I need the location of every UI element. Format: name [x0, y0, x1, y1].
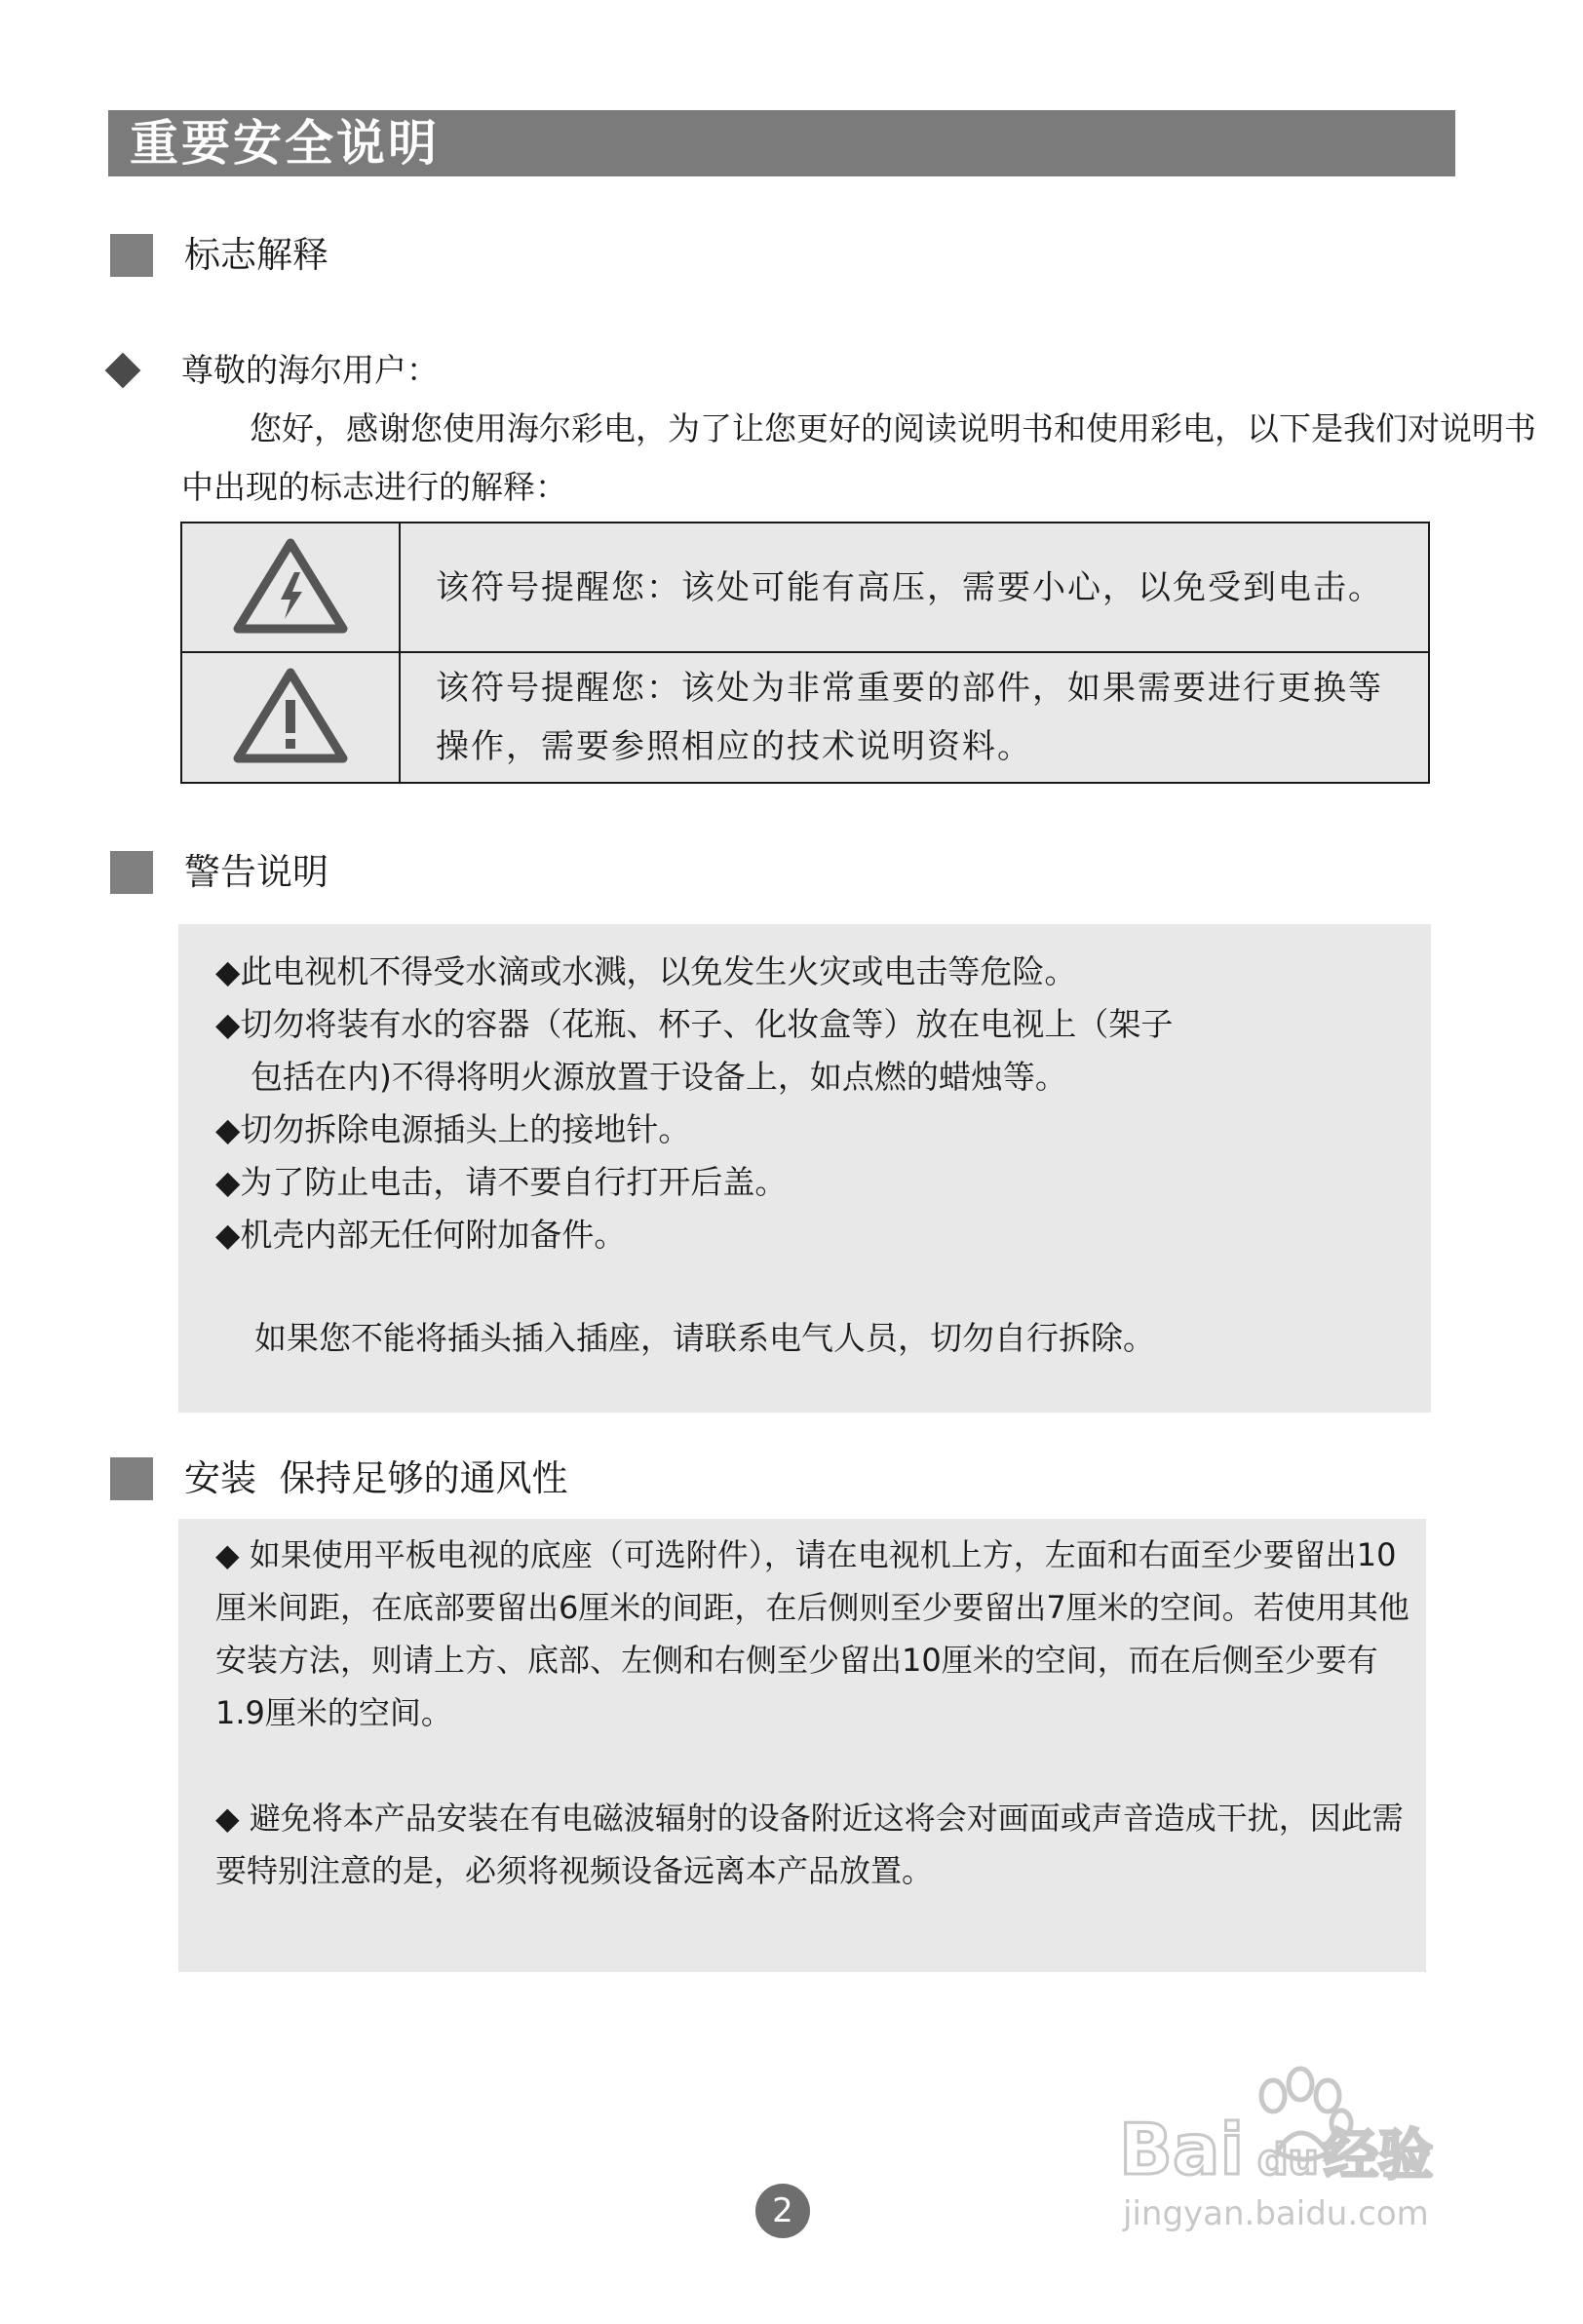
install-paragraph: ◆ 避免将本产品安装在有电磁波辐射的设备附近这将会对画面或声音造成干扰，因此需要特别注意的是，必须将视频设备远离本产品放置。: [215, 1800, 1404, 1889]
list-item: ◆为了防止电击，请不要自行打开后盖。: [215, 1163, 788, 1201]
list-item: ◆此电视机不得受水滴或水溅，以免发生火灾或电击等危险。: [215, 952, 1077, 990]
section-marker-square: [110, 851, 153, 894]
section-heading-label: 标志解释: [184, 234, 328, 276]
install-box: [178, 1519, 1426, 1972]
symbol-description: 该符号提醒您：该处可能有高压，需要小心，以免受到电击。: [400, 523, 1429, 652]
svg-text:du: du: [1257, 2135, 1319, 2185]
table-row: [181, 652, 1429, 783]
svg-text:jingyan.baidu.com: jingyan.baidu.com: [1123, 2194, 1429, 2233]
list-item-continuation: 包括在内)不得将明火源放置于设备上，如点燃的蜡烛等。: [251, 1058, 1067, 1096]
page-title: 重要安全说明: [108, 110, 1455, 176]
baidu-jingyan-watermark: [1111, 2057, 1482, 2242]
svg-text:Bai: Bai: [1119, 2109, 1245, 2190]
baidu-paw-logo-icon: [1111, 2057, 1482, 2242]
list-item: ◆机壳内部无任何附加备件。: [215, 1216, 627, 1254]
page-number: 2: [755, 2184, 810, 2238]
list-item: ◆切勿将装有水的容器（花瓶、杯子、化妆盒等）放在电视上（架子: [215, 1005, 1174, 1043]
exclamation-warning-icon: [232, 667, 349, 764]
high-voltage-warning-icon: [232, 537, 349, 635]
diamond-bullet-icon: [105, 353, 141, 389]
symbol-table: [180, 522, 1430, 784]
intro-paragraph: 您好，感谢您使用海尔彩电，为了让您更好的阅读说明书和使用彩电，以下是我们对说明书中出现的标志进行的解释：: [181, 409, 1536, 506]
symbol-description: 该符号提醒您：该处为非常重要的部件，如果需要进行更换等操作，需要参照相应的技术说明资料。: [400, 652, 1429, 783]
symbol-cell: [181, 652, 400, 783]
section-heading-label: 警告说明: [184, 851, 328, 893]
symbol-cell: [181, 523, 400, 652]
section-heading-label: 安装 保持足够的通风性: [184, 1457, 568, 1499]
list-item: ◆切勿拆除电源插头上的接地针。: [215, 1110, 691, 1148]
warning-box: [178, 924, 1431, 1413]
table-row: [181, 523, 1429, 652]
svg-text:经验: 经验: [1324, 2124, 1433, 2188]
salutation: 尊敬的海尔用户：: [181, 351, 439, 389]
section-marker-square: [110, 1457, 153, 1500]
section-marker-square: [110, 234, 153, 277]
install-paragraph: ◆ 如果使用平板电视的底座（可选附件），请在电视机上方，左面和右面至少要留出10厘米间距，在底部要留出6厘米的间距，在后侧则至少要留出7厘米的空间。若使用其他安装方法，则请上方、底部、左侧和右侧至少留出10厘米的空间，而在后侧至少要有1.9厘米的空间。: [215, 1536, 1409, 1731]
warning-note: 如果您不能将插头插入插座，请联系电气人员，切勿自行拆除。: [254, 1319, 1155, 1357]
